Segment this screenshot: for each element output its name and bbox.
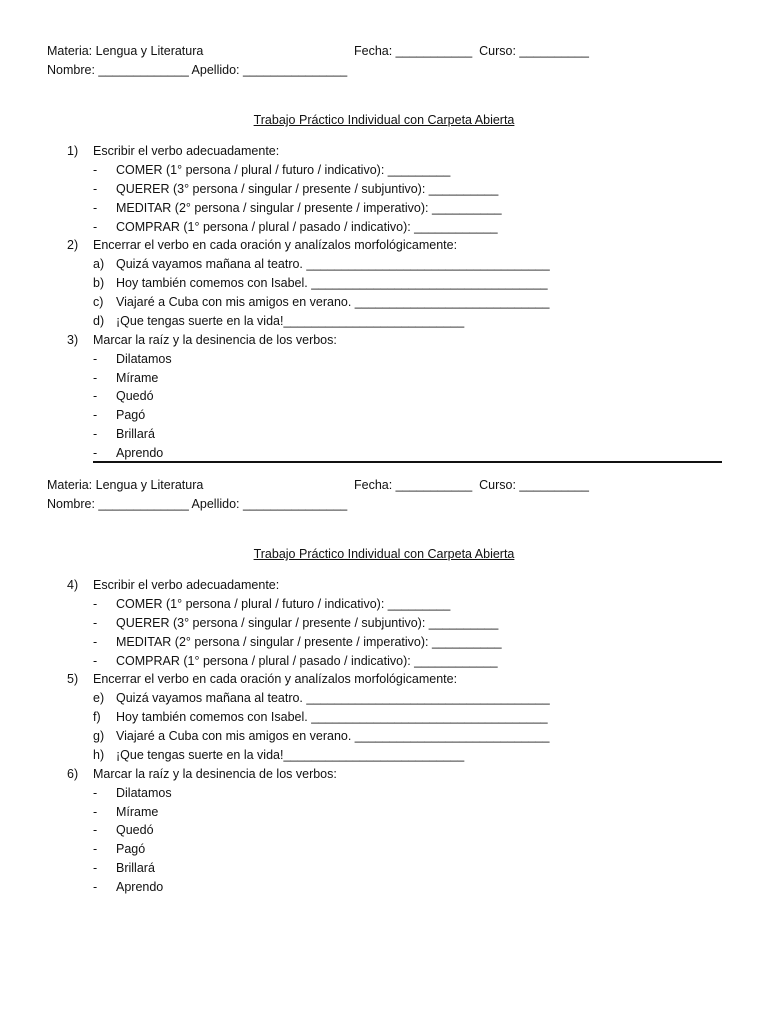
question-number: 5)	[67, 672, 79, 686]
item-text: Brillará	[116, 861, 155, 875]
question-number: 1)	[67, 144, 79, 158]
item-label: -	[93, 654, 98, 668]
question-text: Encerrar el verbo en cada oración y analízalos morfológicamente:	[93, 672, 458, 686]
item-text: Mírame	[116, 805, 159, 819]
item-label: -	[93, 182, 98, 196]
name-surname-fields: Nombre: _____________ Apellido: _______________	[47, 63, 348, 77]
item-label: -	[93, 427, 98, 441]
item-label: b)	[93, 276, 105, 290]
item-label: f)	[93, 710, 101, 724]
date-course-fields: Fecha: ___________ Curso: __________	[354, 44, 589, 58]
name-surname-fields: Nombre: _____________ Apellido: _______________	[47, 497, 348, 511]
item-label: -	[93, 201, 98, 215]
item-text: QUERER (3° persona / singular / presente / subjuntivo): __________	[116, 616, 499, 630]
item-label: -	[93, 786, 98, 800]
item-text: Quedó	[116, 823, 154, 837]
question-text: Marcar la raíz y la desinencia de los verbos:	[93, 767, 337, 781]
item-text: Brillará	[116, 427, 155, 441]
item-text: COMPRAR (1° persona / plural / pasado / indicativo): ____________	[116, 654, 498, 668]
section-divider	[93, 461, 722, 463]
subject-label: Materia: Lengua y Literatura	[47, 478, 204, 492]
item-text: Mírame	[116, 371, 159, 385]
item-text: Aprendo	[116, 446, 164, 460]
question-number: 3)	[67, 333, 79, 347]
worksheet-title: Trabajo Práctico Individual con Carpeta Abierta	[253, 113, 515, 127]
item-text: Dilatamos	[116, 786, 172, 800]
subject-label: Materia: Lengua y Literatura	[47, 44, 204, 58]
item-text: Quizá vayamos mañana al teatro. ___________________________________	[116, 691, 550, 705]
item-label: -	[93, 163, 98, 177]
item-label: -	[93, 805, 98, 819]
question-text: Marcar la raíz y la desinencia de los verbos:	[93, 333, 337, 347]
item-text: ¡Que tengas suerte en la vida!__________________________	[116, 748, 465, 762]
item-text: Quizá vayamos mañana al teatro. ___________________________________	[116, 257, 550, 271]
item-text: COMER (1° persona / plural / futuro / indicativo): _________	[116, 163, 451, 177]
item-label: d)	[93, 314, 105, 328]
item-text: COMER (1° persona / plural / futuro / indicativo): _________	[116, 597, 451, 611]
question-text: Encerrar el verbo en cada oración y analízalos morfológicamente:	[93, 238, 458, 252]
item-text: MEDITAR (2° persona / singular / presente / imperativo): __________	[116, 201, 502, 215]
date-course-fields: Fecha: ___________ Curso: __________	[354, 478, 589, 492]
item-text: Hoy también comemos con Isabel. __________________________________	[116, 710, 548, 724]
item-label: -	[93, 352, 98, 366]
item-label: -	[93, 880, 98, 894]
item-label: -	[93, 823, 98, 837]
item-text: Viajaré a Cuba con mis amigos en verano. ____________________________	[116, 295, 550, 309]
item-label: e)	[93, 691, 105, 705]
item-label: g)	[93, 729, 105, 743]
worksheet-title: Trabajo Práctico Individual con Carpeta Abierta	[253, 547, 515, 561]
item-label: h)	[93, 748, 105, 762]
item-label: -	[93, 408, 98, 422]
item-text: Hoy también comemos con Isabel. __________________________________	[116, 276, 548, 290]
item-text: MEDITAR (2° persona / singular / presente / imperativo): __________	[116, 635, 502, 649]
item-label: -	[93, 635, 98, 649]
question-number: 6)	[67, 767, 79, 781]
item-text: Viajaré a Cuba con mis amigos en verano. ____________________________	[116, 729, 550, 743]
item-text: Pagó	[116, 842, 146, 856]
item-label: -	[93, 616, 98, 630]
item-text: COMPRAR (1° persona / plural / pasado / indicativo): ____________	[116, 220, 498, 234]
item-label: -	[93, 371, 98, 385]
item-text: Quedó	[116, 389, 154, 403]
question-text: Escribir el verbo adecuadamente:	[93, 578, 280, 592]
item-label: -	[93, 597, 98, 611]
item-label: -	[93, 446, 98, 460]
item-label: c)	[93, 295, 104, 309]
item-label: a)	[93, 257, 105, 271]
item-text: QUERER (3° persona / singular / presente / subjuntivo): __________	[116, 182, 499, 196]
item-label: -	[93, 389, 98, 403]
item-label: -	[93, 861, 98, 875]
item-text: ¡Que tengas suerte en la vida!__________________________	[116, 314, 465, 328]
item-label: -	[93, 220, 98, 234]
item-text: Pagó	[116, 408, 146, 422]
question-number: 4)	[67, 578, 79, 592]
item-text: Dilatamos	[116, 352, 172, 366]
question-text: Escribir el verbo adecuadamente:	[93, 144, 280, 158]
item-text: Aprendo	[116, 880, 164, 894]
question-number: 2)	[67, 238, 79, 252]
item-label: -	[93, 842, 98, 856]
